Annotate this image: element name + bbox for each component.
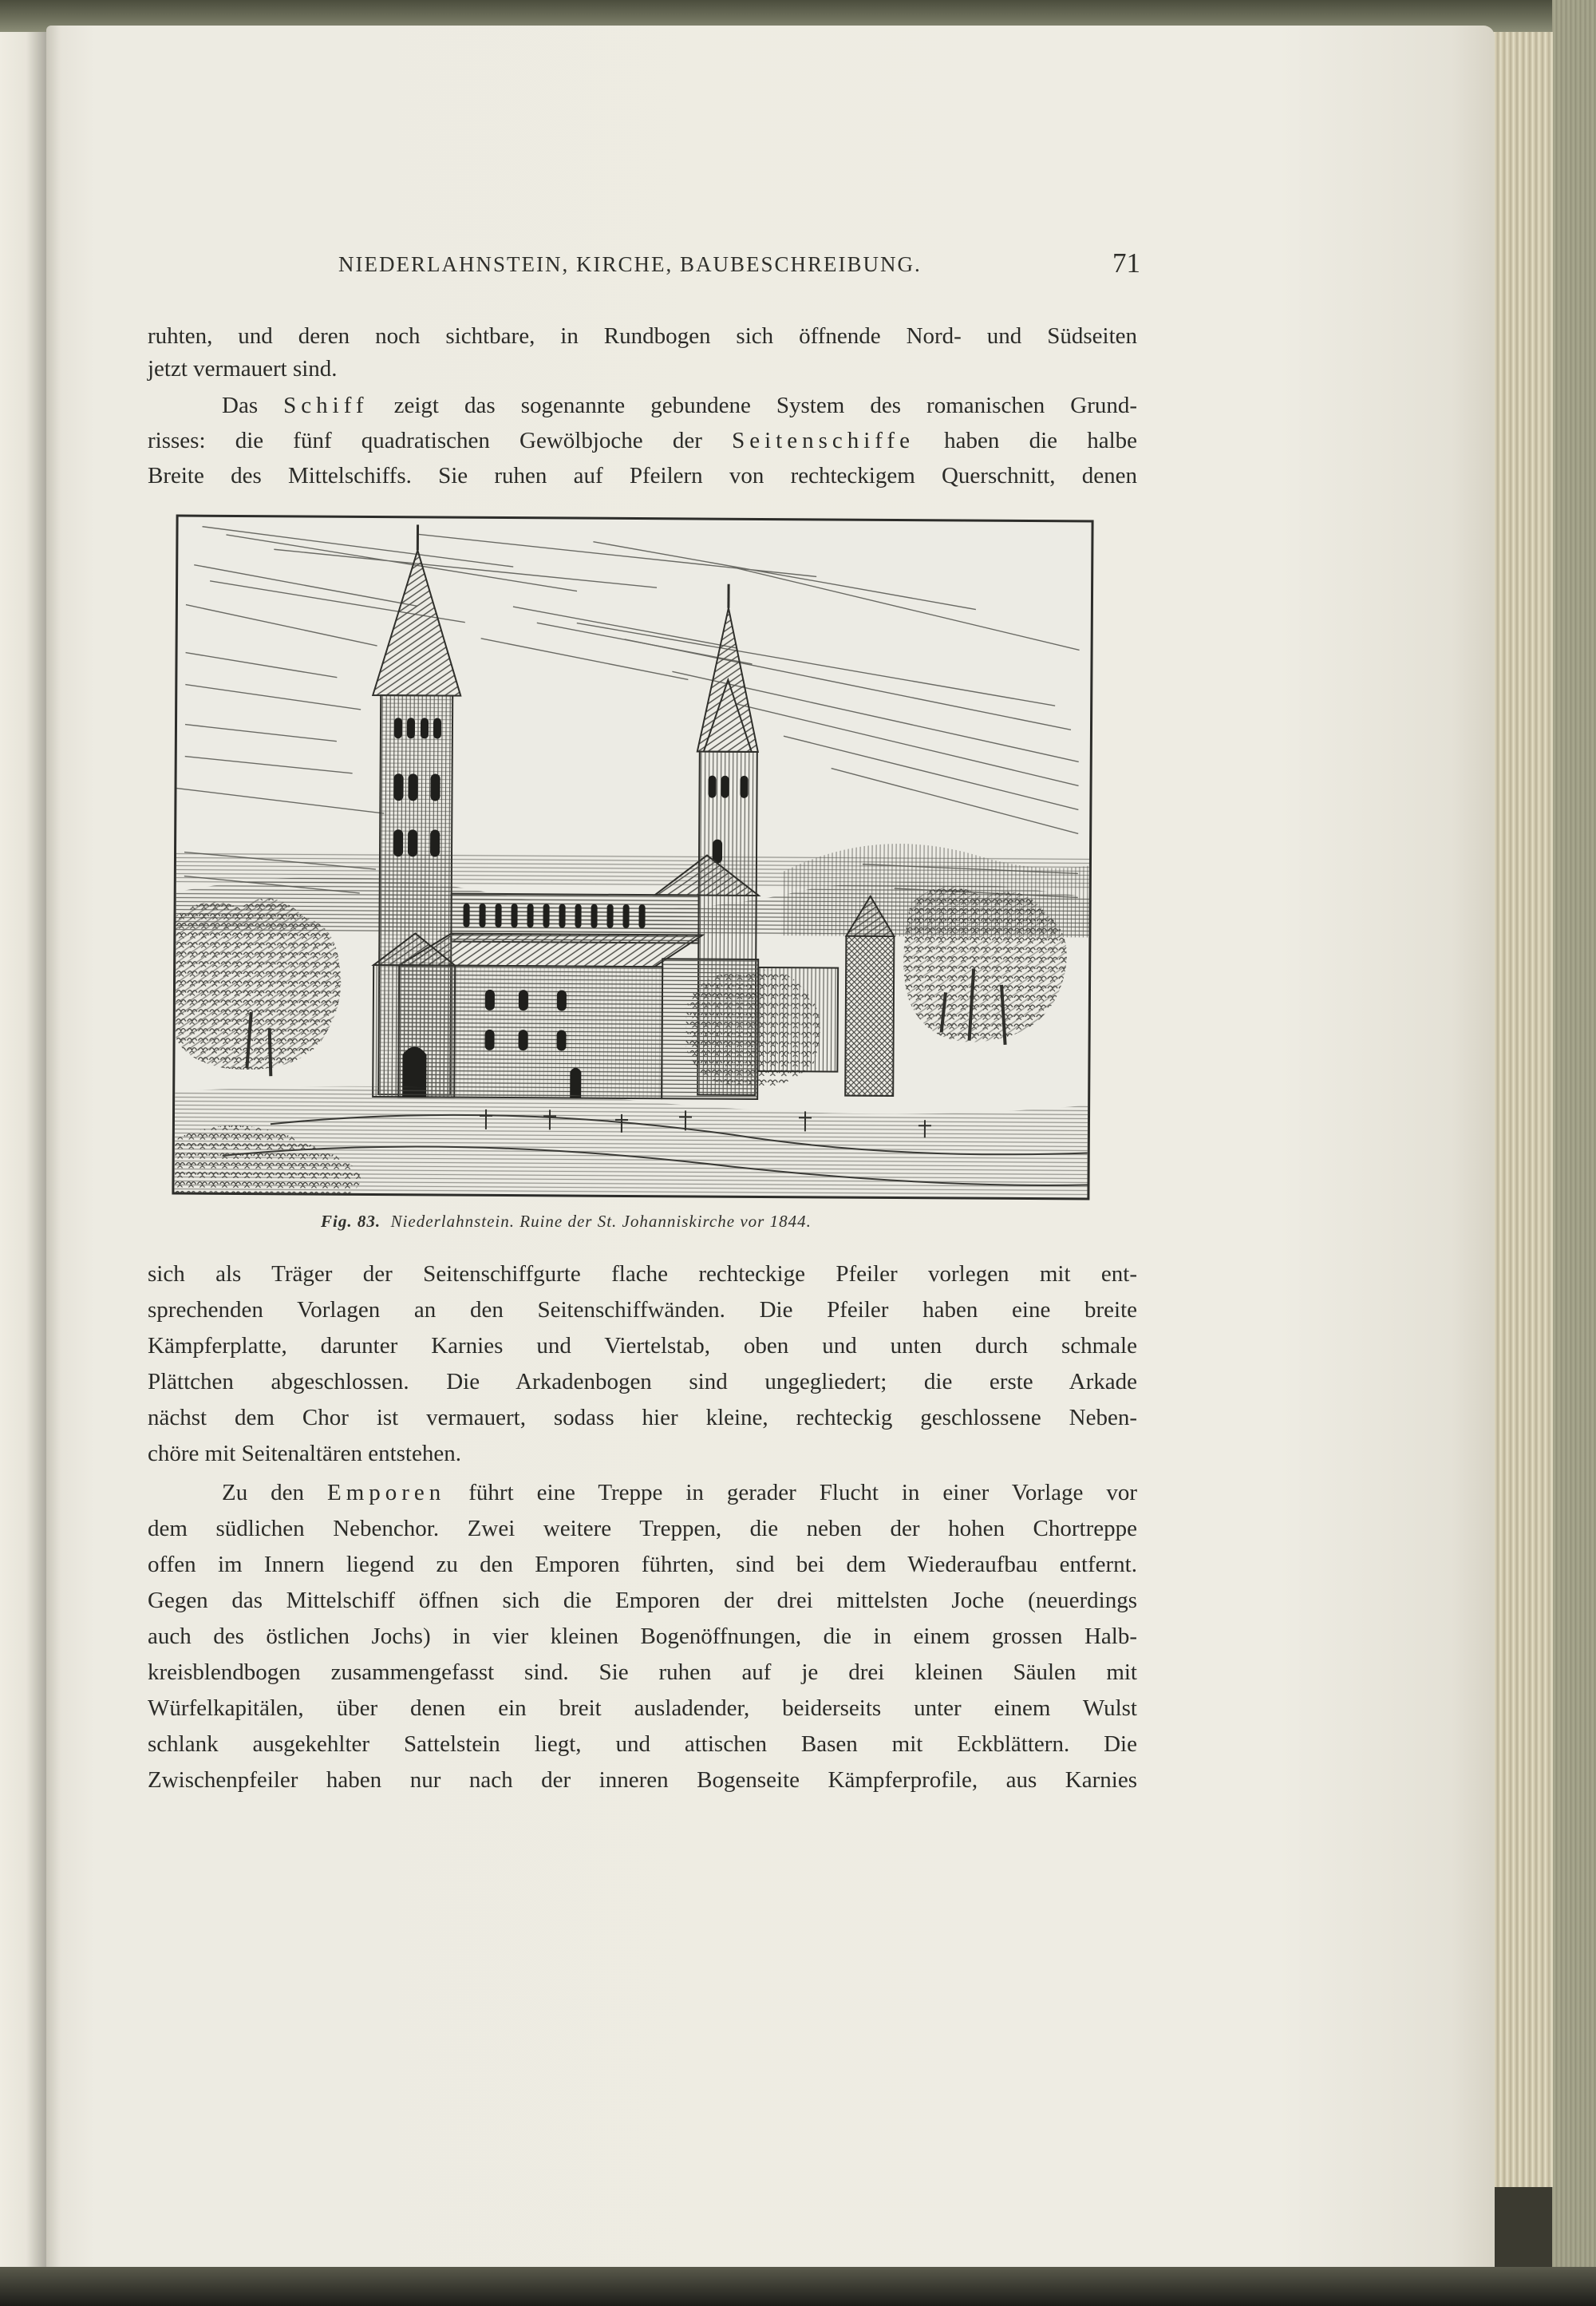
text-line: ruhten, und deren noch sichtbare, in Rundbogen sich öffnende Nord- und Südseiten: [148, 323, 1137, 349]
church-engraving: [172, 514, 1093, 1200]
figure-caption: [321, 1212, 812, 1232]
running-head: NIEDERLAHNSTEIN, KIRCHE, BAUBESCHREIBUNG.: [338, 252, 922, 276]
text-line: Kämpferplatte, darunter Karnies und Viertelstab, oben und unten durch schmale: [148, 1333, 1137, 1359]
text-line: Zu den Emporen führt eine Treppe in gerader Flucht in einer Vorlage vor: [222, 1480, 1137, 1505]
figure-caption-text: Niederlahnstein. Ruine der St. Johanniskirche vor 1844.: [390, 1212, 812, 1231]
left-page-edge: [0, 32, 48, 2267]
page-number: 71: [1112, 247, 1140, 279]
text-line: dem südlichen Nebenchor. Zwei weitere Treppen, die neben der hohen Chortreppe: [148, 1516, 1137, 1541]
spaced-term: Schiff: [283, 393, 369, 418]
text-line: offen im Innern liegend zu den Emporen führten, sind bei dem Wiederaufbau entfernt.: [148, 1552, 1137, 1577]
text-line: chöre mit Seitenaltären entstehen.: [148, 1441, 461, 1466]
text-line: Das Schiff zeigt das sogenannte gebundene System des romanischen Grund-: [222, 393, 1138, 418]
spaced-term: Emporen: [327, 1480, 446, 1505]
text-line: kreisblendbogen zusammengefasst sind. Sie ruhen auf je drei kleinen Säulen mit: [148, 1659, 1137, 1685]
text-line: sprechenden Vorlagen an den Seitenschiffwänden. Die Pfeiler haben eine breite: [148, 1297, 1137, 1323]
text-line: risses: die fünf quadratischen Gewölbjoche der Seitenschiffe haben die halbe: [148, 428, 1138, 453]
scan-shadow: [0, 2267, 1596, 2306]
figure-label: Fig. 83.: [321, 1212, 381, 1231]
book-spine-cloth: [1552, 0, 1596, 2306]
text-line: Gegen das Mittelschiff öffnen sich die Emporen der drei mittelsten Joche (neuerdings: [148, 1588, 1137, 1613]
text-line: sich als Träger der Seitenschiffgurte flache rechteckige Pfeiler vorlegen mit ent-: [148, 1261, 1137, 1287]
text-line: Breite des Mittelschiffs. Sie ruhen auf Pfeilern von rechteckigem Querschnitt, denen: [148, 463, 1137, 488]
text-line: jetzt vermauert sind.: [148, 356, 338, 382]
text-line: nächst dem Chor ist vermauert, sodass hier kleine, rechteckig geschlossene Neben-: [148, 1405, 1137, 1430]
sky-hatching: [176, 527, 1080, 898]
text-line: Würfelkapitälen, über denen ein breit ausladender, beiderseits unter einem Wulst: [148, 1695, 1137, 1721]
text-line: schlank ausgekehlter Sattelstein liegt, und attischen Basen mit Eckblättern. Die: [148, 1731, 1137, 1757]
text-line: Zwischenpfeiler haben nur nach der inneren Bogenseite Kämpferprofile, aus Karnies: [148, 1767, 1137, 1793]
spaced-term: Seitenschiffe: [732, 428, 915, 453]
text-line: auch des östlichen Jochs) in vier kleinen Bogenöffnungen, die in einem grossen Halb-: [148, 1624, 1137, 1649]
text-line: Plättchen abgeschlossen. Die Arkadenbogen sind ungegliedert; die erste Arkade: [148, 1369, 1137, 1394]
